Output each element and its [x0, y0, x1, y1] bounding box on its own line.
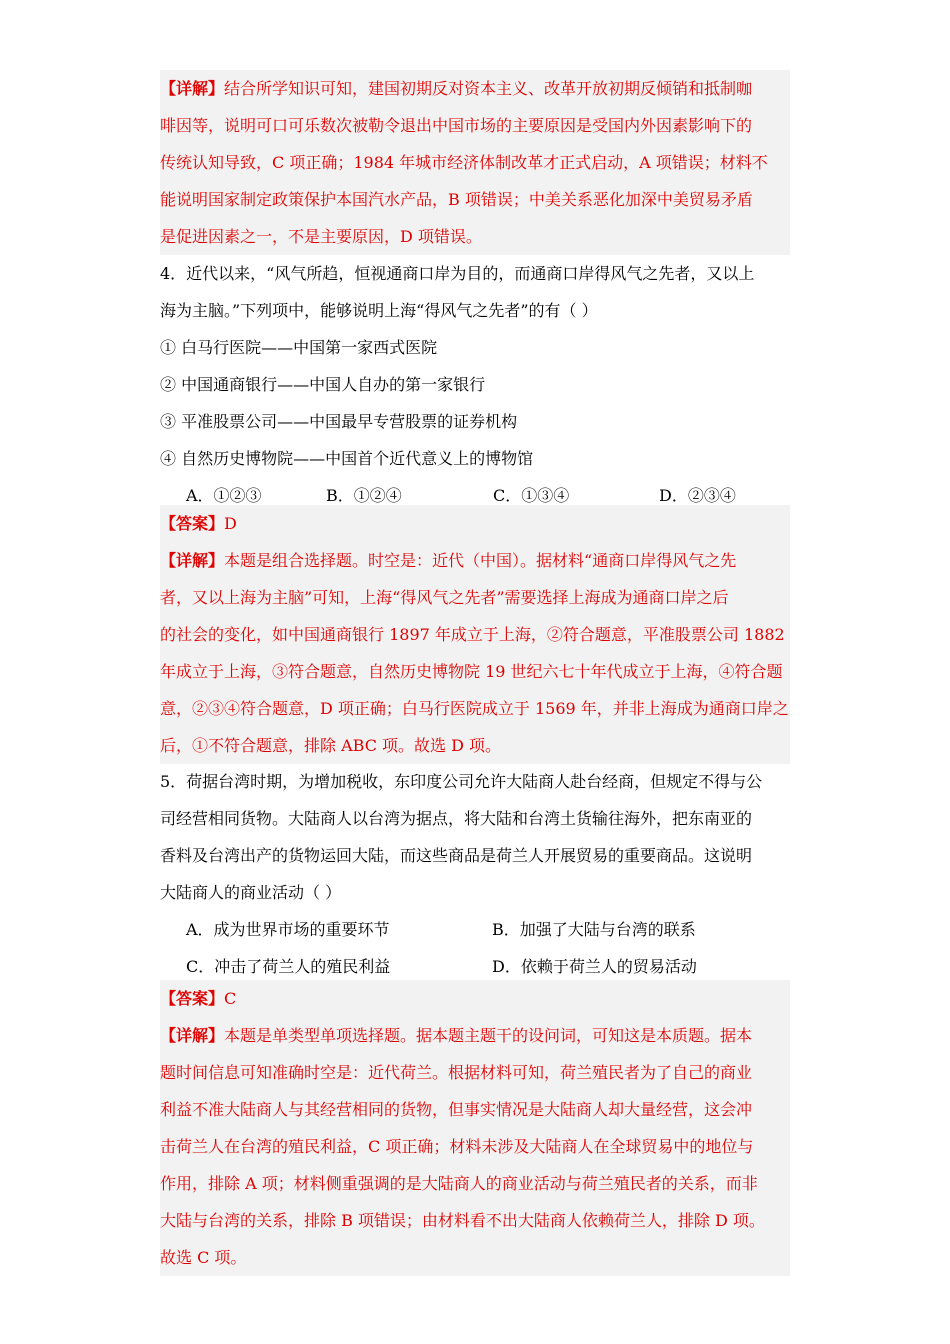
q5-answer-detail	[160, 980, 790, 1276]
q4-detail-line: 意，②③④符合题意，D 项正确；白马行医院成立于 1569 年，并非上海成为通商口岸之	[160, 699, 789, 718]
q3-detail-line: 能说明国家制定政策保护本国汽水产品，B 项错误；中美关系恶化加深中美贸易矛盾	[160, 190, 753, 209]
q5-detail-line: 故选 C 项。	[160, 1248, 247, 1267]
q5-detail-line: 大陆与台湾的关系，排除 B 项错误；由材料看不出大陆商人依赖荷兰人，排除 D 项。	[160, 1211, 765, 1230]
q4-option-d: D．②③④	[659, 486, 736, 505]
q5-detail-line: 题时间信息可知准确时空是：近代荷兰。根据材料可知，荷兰殖民者为了自己的商业	[160, 1063, 753, 1082]
q3-detail-line: 传统认知导致，C 项正确；1984 年城市经济体制改革才正式启动，A 项错误；材料不	[160, 153, 768, 172]
q5-detail-tag: 【详解】	[160, 1026, 225, 1045]
q4-stem-line: 海为主脑。”下列项中，能够说明上海“得风气之先者”的有（ ）	[160, 301, 598, 320]
q5-stem-line: 香料及台湾出产的货物运回大陆，而这些商品是荷兰人开展贸易的重要商品。这说明	[160, 846, 753, 865]
q4-item: ① 白马行医院——中国第一家西式医院	[160, 338, 438, 357]
q4-detail-line: 者，又以上海为主脑”可知，上海“得风气之先者”需要选择上海成为通商口岸之后	[160, 588, 729, 607]
q4-answer-detail	[160, 505, 790, 764]
q5-option-c: C．冲击了荷兰人的殖民利益	[186, 957, 391, 976]
q4-detail-tag: 【详解】	[160, 551, 225, 570]
q4-detail-line: 的社会的变化，如中国通商银行 1897 年成立于上海，②符合题意，平准股票公司 1882	[160, 625, 785, 644]
q4-item: ④ 自然历史博物院——中国首个近代意义上的博物馆	[160, 449, 534, 468]
q5-stem-line: 大陆商人的商业活动（ ）	[160, 883, 342, 902]
q3-detail-line: 啡因等，说明可口可乐数次被勒令退出中国市场的主要原因是受国内外因素影响下的	[160, 116, 753, 135]
q4-answer-tag: 【答案】	[160, 514, 225, 533]
q4-option-c: C．①③④	[493, 486, 570, 505]
q4-stem-line: 4．近代以来，“风气所趋，恒视通商口岸为目的，而通商口岸得风气之先者，又以上	[160, 264, 755, 283]
q5-answer	[160, 980, 790, 1017]
q4-item: ③ 平准股票公司——中国最早专营股票的证券机构	[160, 412, 518, 431]
q5-question	[160, 763, 790, 985]
q4-option-a: A．①②③	[186, 486, 262, 505]
q5-option-d: D．依赖于荷兰人的贸易活动	[492, 957, 697, 976]
q5-option-a: A．成为世界市场的重要环节	[186, 920, 390, 939]
q4-detail-line: 【详解】本题是组合选择题。时空是：近代（中国）。据材料“通商口岸得风气之先	[160, 551, 737, 570]
q5-options-row	[160, 911, 790, 948]
q5-detail-line: 【详解】本题是单类型单项选择题。据本题主题干的设问词，可知这是本质题。据本	[160, 1026, 753, 1045]
q3-detail-line: 是促进因素之一，不是主要原因，D 项错误。	[160, 227, 482, 246]
q5-stem-line: 5．荷据台湾时期，为增加税收，东印度公司允许大陆商人赴台经商，但规定不得与公	[160, 772, 763, 791]
q3-detail-tag: 【详解】	[160, 79, 225, 98]
q5-detail-line: 击荷兰人在台湾的殖民利益，C 项正确；材料未涉及大陆商人在全球贸易中的地位与	[160, 1137, 754, 1156]
q4-detail-line: 年成立于上海，③符合题意，自然历史博物院 19 世纪六七十年代成立于上海，④符合题	[160, 662, 783, 681]
q4-answer	[160, 505, 790, 542]
q5-answer-tag: 【答案】	[160, 989, 225, 1008]
q5-detail-line: 利益不准大陆商人与其经营相同的货物，但事实情况是大陆商人却大量经营，这会冲	[160, 1100, 753, 1119]
q5-detail-line: 作用，排除 A 项；材料侧重强调的是大陆商人的商业活动与荷兰殖民者的关系，而非	[160, 1174, 758, 1193]
q5-option-b: B．加强了大陆与台湾的联系	[492, 920, 696, 939]
q5-stem-line: 司经营相同货物。大陆商人以台湾为据点，将大陆和台湾土货输往海外，把东南亚的	[160, 809, 753, 828]
q4-option-b: B．①②④	[326, 486, 402, 505]
q4-answer-value: D	[224, 514, 237, 533]
q3-detail-line: 【详解】结合所学知识可知，建国初期反对资本主义、改革开放初期反倾销和抵制咖	[160, 79, 753, 98]
q4-item: ② 中国通商银行——中国人自办的第一家银行	[160, 375, 486, 394]
q4-detail-line: 后，①不符合题意，排除 ABC 项。故选 D 项。	[160, 736, 502, 755]
q5-answer-value: C	[224, 989, 237, 1008]
q3-detail	[160, 70, 790, 255]
q4-question	[160, 255, 790, 514]
